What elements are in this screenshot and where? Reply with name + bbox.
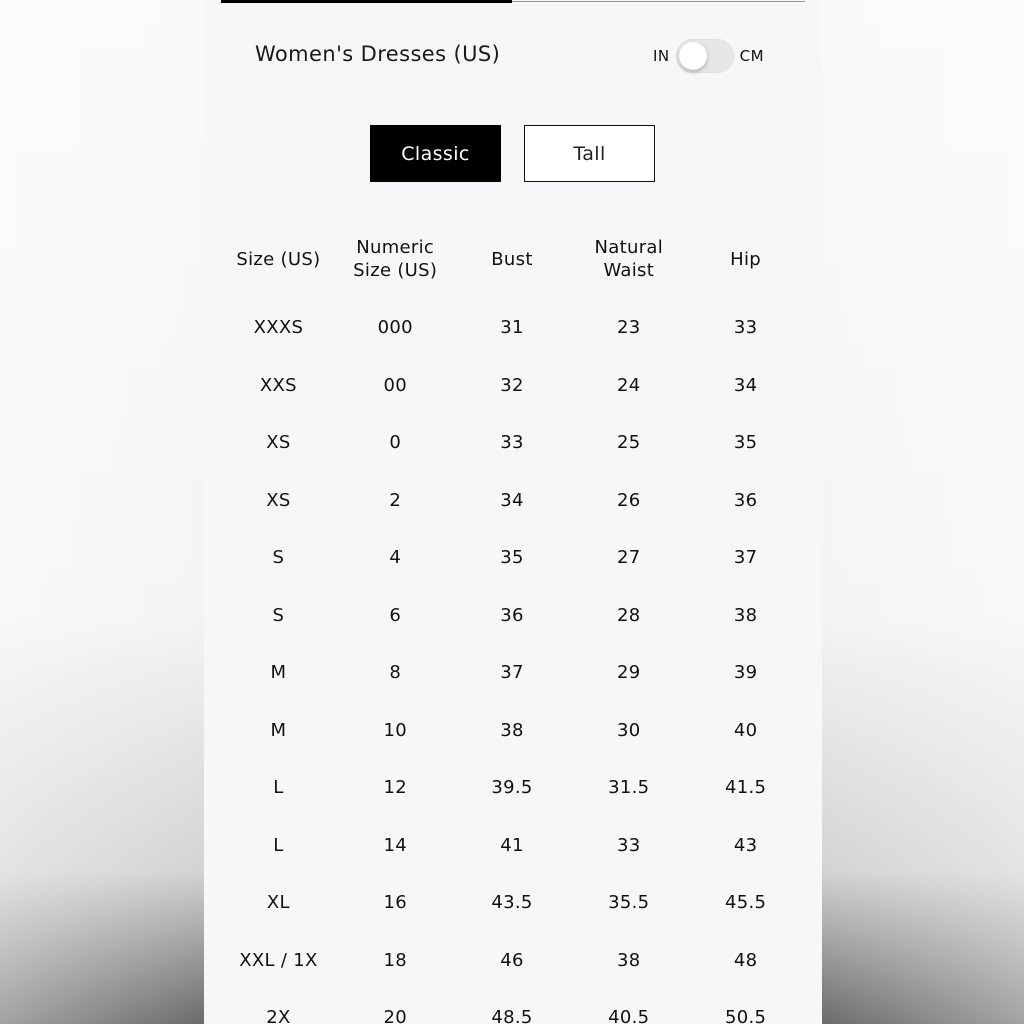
table-cell-bust: 39.5: [491, 777, 533, 799]
table-cell-natural-waist: 25: [617, 432, 641, 454]
table-cell-numeric-size: 20: [383, 1007, 407, 1024]
classic-fit-button[interactable]: Classic: [370, 125, 501, 182]
tab-indicator-inactive: [512, 1, 805, 2]
table-cell-hip: 37: [733, 547, 758, 569]
table-cell-size: L: [273, 834, 284, 856]
table-cell-size: XS: [266, 489, 291, 511]
table-cell-hip: 41.5: [724, 777, 767, 799]
table-cell-bust: 35: [500, 547, 524, 569]
table-cell-numeric-size: 12: [383, 777, 407, 799]
tab-indicator: [221, 0, 805, 3]
table-cell-size: L: [273, 777, 284, 799]
table-cell-bust: 41: [500, 834, 524, 856]
unit-switch-knob[interactable]: [679, 42, 707, 70]
table-cell-size: 2X: [266, 1007, 291, 1024]
table-cell-bust: 46: [500, 949, 524, 971]
table-cell-numeric-size: 2: [389, 489, 402, 511]
table-cell-size: M: [270, 662, 287, 684]
unit-label-in: IN: [653, 47, 670, 65]
table-cell-numeric-size: 18: [383, 949, 407, 971]
column-header-bust: Bust: [491, 248, 533, 270]
column-header-natural-waist: Natural Waist: [594, 237, 664, 281]
unit-label-cm: CM: [739, 47, 765, 65]
table-cell-numeric-size: 0: [389, 432, 402, 454]
table-cell-natural-waist: 23: [617, 317, 641, 339]
table-cell-natural-waist: 27: [617, 547, 641, 569]
table-row: [220, 414, 804, 472]
table-cell-natural-waist: 40.5: [608, 1007, 650, 1024]
table-cell-hip: 35: [733, 432, 758, 454]
table-cell-bust: 43.5: [491, 892, 533, 914]
table-cell-bust: 31: [500, 317, 524, 339]
table-cell-natural-waist: 35.5: [608, 892, 650, 914]
table-cell-bust: 32: [500, 374, 524, 396]
table-cell-numeric-size: 6: [389, 604, 402, 626]
table-row: [220, 817, 804, 875]
table-cell-numeric-size: 14: [383, 834, 407, 856]
table-cell-bust: 37: [500, 662, 524, 684]
table-row: [220, 702, 804, 760]
table-row: [220, 874, 804, 932]
table-cell-bust: 38: [500, 719, 524, 741]
table-cell-bust: 33: [500, 432, 524, 454]
tall-fit-button[interactable]: Tall: [524, 125, 655, 182]
unit-switch[interactable]: [676, 39, 734, 73]
table-cell-numeric-size: 4: [389, 547, 402, 569]
table-cell-numeric-size: 8: [389, 662, 402, 684]
background-left: [0, 0, 220, 1024]
table-cell-bust: 34: [500, 489, 524, 511]
table-row: [220, 932, 804, 990]
size-chart-panel: [204, 0, 822, 1024]
table-cell-hip: 39: [733, 662, 758, 684]
table-cell-natural-waist: 26: [617, 489, 641, 511]
size-table: [220, 225, 804, 1024]
table-cell-numeric-size: 10: [383, 719, 407, 741]
column-header-hip: Hip: [730, 248, 762, 270]
table-cell-numeric-size: 00: [383, 374, 407, 396]
unit-toggle: [653, 38, 764, 74]
table-row: [220, 644, 804, 702]
table-cell-natural-waist: 24: [617, 374, 641, 396]
table-header-row: [220, 225, 804, 293]
table-cell-hip: 50.5: [724, 1007, 767, 1024]
table-row: [220, 472, 804, 530]
column-header-numeric-size: Numeric Size (US): [353, 237, 438, 281]
table-cell-hip: 40: [733, 719, 758, 741]
table-cell-size: XXXS: [253, 317, 304, 339]
column-header-size: Size (US): [236, 248, 321, 270]
table-cell-natural-waist: 28: [617, 604, 641, 626]
table-cell-numeric-size: 16: [383, 892, 407, 914]
table-cell-bust: 36: [500, 604, 524, 626]
table-cell-hip: 34: [733, 374, 758, 396]
size-chart-title: Women's Dresses (US): [255, 42, 501, 66]
table-cell-natural-waist: 33: [617, 834, 641, 856]
table-cell-size: XL: [266, 892, 290, 914]
table-cell-natural-waist: 38: [617, 949, 641, 971]
table-cell-size: XXL / 1X: [239, 949, 318, 971]
table-row: [220, 529, 804, 587]
table-cell-numeric-size: 000: [377, 317, 413, 339]
table-cell-size: M: [270, 719, 287, 741]
tab-indicator-active: [221, 0, 512, 3]
table-cell-natural-waist: 31.5: [608, 777, 650, 799]
table-row: [220, 299, 804, 357]
background-right: [804, 0, 1024, 1024]
table-cell-hip: 45.5: [724, 892, 767, 914]
table-cell-hip: 43: [733, 834, 758, 856]
table-cell-hip: 48: [733, 949, 758, 971]
table-cell-hip: 38: [733, 604, 758, 626]
table-row: [220, 587, 804, 645]
table-cell-hip: 36: [733, 489, 758, 511]
table-row: [220, 357, 804, 415]
table-cell-size: S: [272, 604, 285, 626]
table-cell-size: XS: [266, 432, 291, 454]
table-cell-size: S: [272, 547, 285, 569]
table-body: [220, 299, 804, 1024]
table-cell-natural-waist: 29: [617, 662, 641, 684]
table-cell-size: XXS: [259, 374, 297, 396]
table-row: [220, 989, 804, 1024]
table-cell-bust: 48.5: [491, 1007, 533, 1024]
table-cell-hip: 33: [733, 317, 758, 339]
table-row: [220, 759, 804, 817]
table-cell-natural-waist: 30: [617, 719, 641, 741]
